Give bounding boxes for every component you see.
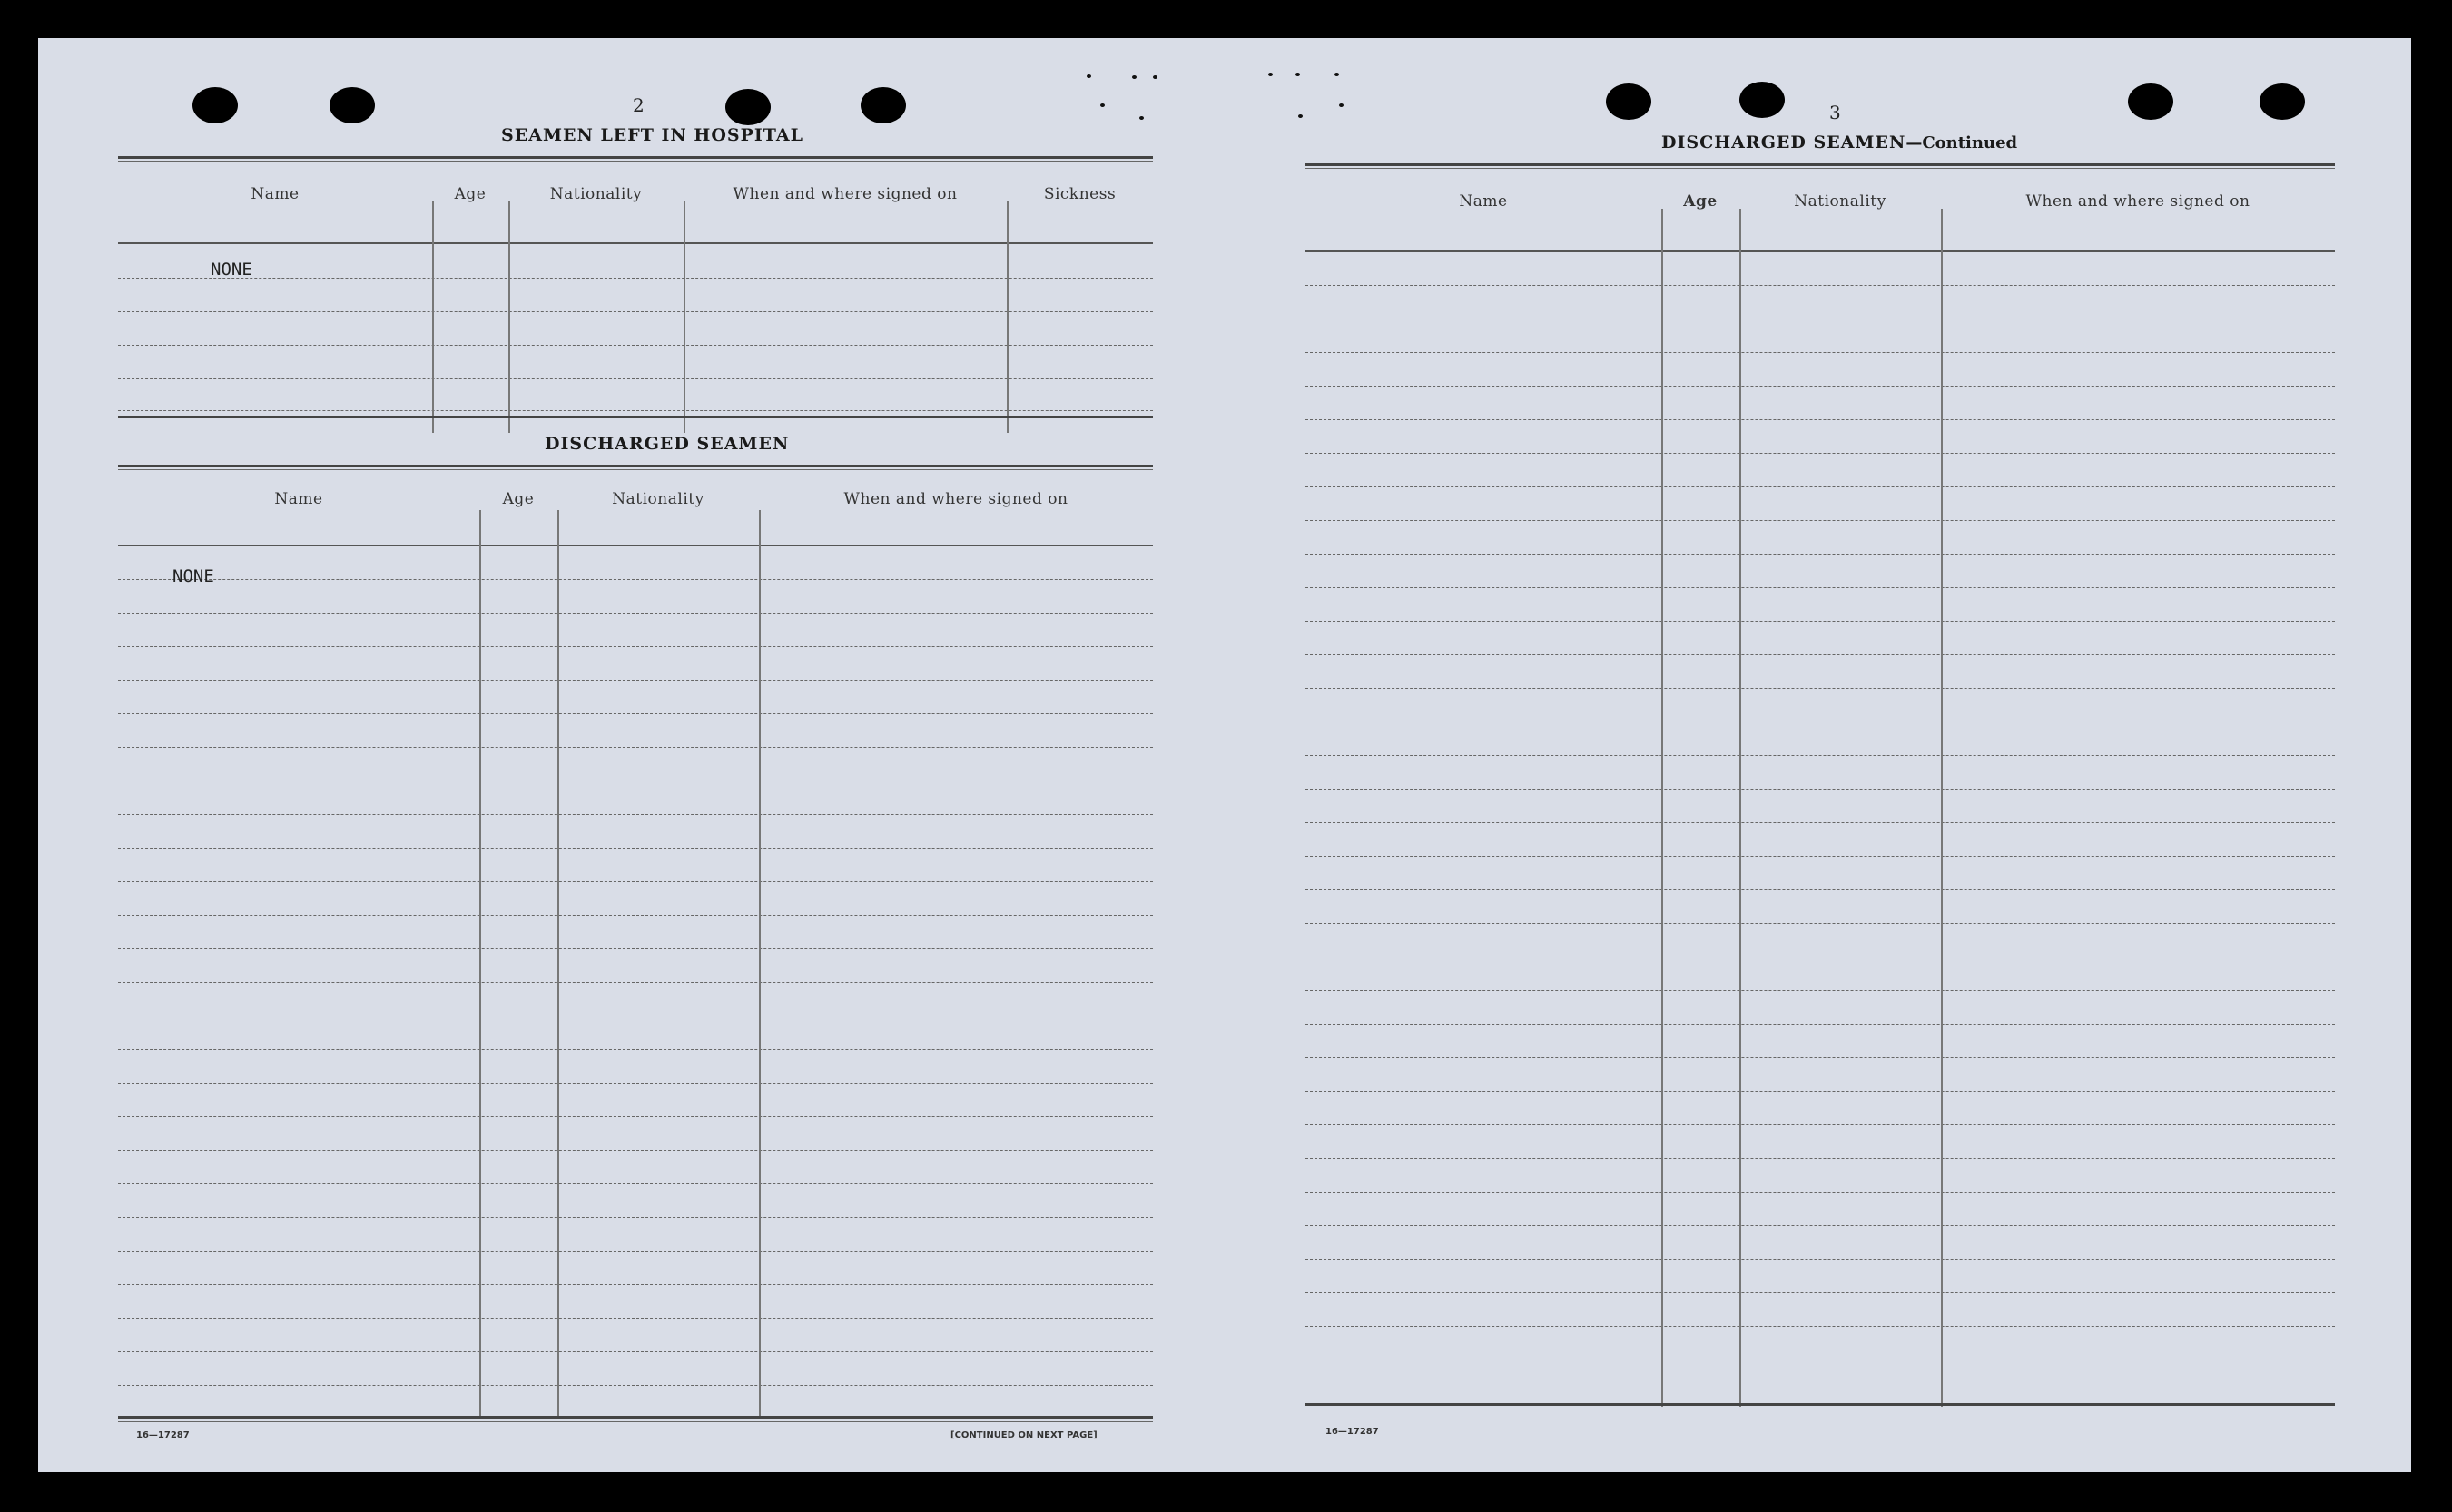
discharged-section-title: DISCHARGED SEAMEN — [545, 434, 790, 454]
hospital-col-age: Age — [454, 185, 487, 203]
document-sheet — [38, 38, 2411, 1472]
discharged-continued-suffix: —Continued — [1905, 133, 2018, 152]
hospital-col-signed-on: When and where signed on — [733, 185, 958, 203]
discharged-continued-table — [1305, 163, 2335, 1425]
punch-hole — [2128, 83, 2173, 120]
hospital-col-nationality: Nationality — [549, 185, 643, 203]
discharged-col-signed-on: When and where signed on — [843, 490, 1068, 508]
mark-dot — [1132, 75, 1137, 79]
punch-hole — [1739, 82, 1785, 118]
right-form-number: 16—17287 — [1325, 1427, 1379, 1437]
punch-hole — [725, 89, 771, 125]
punch-hole — [192, 87, 238, 123]
discharged-continued-title — [1661, 133, 2017, 152]
right-page-number: 3 — [1829, 102, 1841, 123]
right-col-signed-on: When and where signed on — [2025, 192, 2250, 211]
mark-dot — [1268, 73, 1273, 76]
discharged-continued-title-main: DISCHARGED SEAMEN — [1661, 133, 1906, 152]
punch-hole — [1606, 83, 1651, 120]
discharged-col-name: Name — [274, 490, 323, 508]
discharged-col-age: Age — [502, 490, 535, 508]
left-form-number: 16—17287 — [136, 1430, 190, 1440]
mark-dot — [1298, 114, 1303, 118]
right-col-name: Name — [1459, 192, 1508, 211]
hospital-col-sickness: Sickness — [1043, 185, 1117, 203]
mark-dot — [1295, 73, 1300, 76]
discharged-col-nationality: Nationality — [612, 490, 704, 508]
mark-dot — [1100, 103, 1105, 107]
mark-dot — [1153, 75, 1157, 79]
right-col-age: Age — [1683, 192, 1718, 211]
hospital-entry-none: NONE — [211, 260, 252, 280]
discharged-entry-none: NONE — [172, 566, 214, 586]
right-col-nationality: Nationality — [1794, 192, 1886, 211]
punch-hole — [330, 87, 375, 123]
left-page-number: 2 — [633, 94, 645, 116]
punch-hole — [861, 87, 906, 123]
mark-dot — [1139, 116, 1144, 120]
hospital-table — [118, 156, 1153, 428]
hospital-col-name: Name — [251, 185, 300, 203]
mark-dot — [1339, 103, 1344, 107]
mark-dot — [1087, 74, 1091, 78]
mark-dot — [1334, 73, 1339, 76]
punch-hole — [2260, 83, 2305, 120]
continued-note: [CONTINUED ON NEXT PAGE] — [950, 1430, 1098, 1440]
hospital-section-title: SEAMEN LEFT IN HOSPITAL — [501, 125, 803, 145]
discharged-table — [118, 465, 1153, 1427]
